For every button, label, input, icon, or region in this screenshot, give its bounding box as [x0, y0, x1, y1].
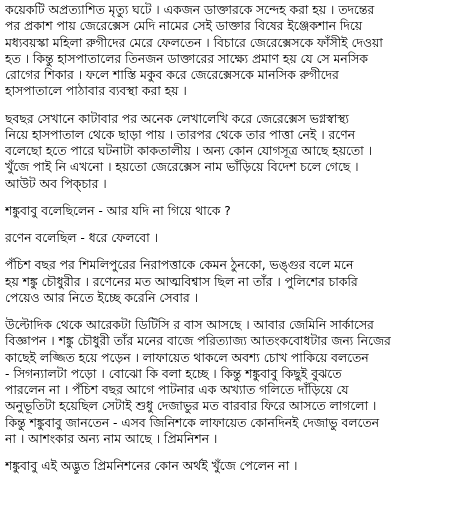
text-line: পারলেন না । পঁচিশ বছর আগে পাটনার এক অখ্যাত গলিতে দাঁড়িয়ে যে — [5, 383, 349, 397]
paragraph-gap — [5, 192, 450, 203]
text-line: কিন্তু শঙ্কুবাবু জানতেন - এসব জিনিশকে লাফায়েত কোনদিনই দেজাভু বলতেন — [5, 415, 379, 430]
text-line: পেয়েও আর নিতে ইচ্ছে করেনি সেবার । — [5, 290, 198, 305]
text-line: বলেছো হতে পারে ঘটনাটা কাকতালীয় । অন্য কোন যোগসূত্র আছে হয়তো । — [5, 144, 372, 158]
paragraph-gap — [5, 246, 450, 257]
paragraph-7 — [5, 458, 450, 474]
paragraph-1 — [5, 2, 450, 100]
paragraph-gap — [5, 447, 450, 458]
text-line: উল্টোদিক থেকে আরেকটা ডিটিসি র বাস আসছে । আবার জেমিনি সার্কাসের — [5, 318, 374, 332]
text-line: না । আশংকার অন্য নাম আছে । প্রিমনিশন । — [5, 431, 218, 446]
paragraph-4 — [5, 230, 450, 246]
paragraph-2 — [5, 111, 450, 192]
text-line: মধ্যবয়স্কা মহিলা রুগীদের মেরে ফেলতেন । বিচারে জেরেক্সেসকে ফাঁসীই দেওয়া — [5, 35, 383, 50]
text-line: কাছেই লজ্জিত হয়ে পড়েন । লাফায়েত থাকলে অবশ্য চোখ পাকিয়ে বলতেন — [5, 350, 369, 365]
text-line: পঁচিশ বছর পর শিমলিপুরের নিরাপত্তাকে কেমন ঠুনকো, ভঙ্গুর বলে মনে — [5, 258, 354, 273]
text-line: আউট অব পিক্চার । — [5, 176, 107, 191]
text-line: রোগের শিকার । ফলে শাস্তি মকুব করে জেরেক্সেসকে মানসিক রুগীদের — [5, 68, 339, 82]
text-line: হত । কিন্তু হাসপাতালের তিনজন ডাক্তারের সাক্ষ্যে প্রমাণ হয় যে সে মনসিক — [5, 51, 368, 66]
text-line: খুঁজে পাই নি এখনো । হয়তো জেরেক্সেস নাম ভাঁড়িয়ে বিদেশ চলে গেছে । — [5, 160, 359, 175]
text-line: বিজ্ঞাপন । শঙ্কু চৌধুরী তাঁর মনের বাজে পরিত্যাজ্য আতংকবোধটার জন্য নিজের — [5, 334, 391, 349]
text-line: কয়েকটি অপ্রত্যাশিত মৃত্যু ঘটে । একজন ডাক্তারকে সন্দেহ করা হয় । তদন্তের — [5, 3, 375, 17]
text-line: ছবছর সেখানে কাটাবার পর অনেক লেখালেখি করে জেরেক্সেস ভগ্নস্বাস্থ্য — [5, 111, 349, 126]
text-line: অনুভূতিটা হয়েছিল সেটাই শুধু দেজাভুর মত বারবার ফিরে আসতে লাগলো । — [5, 399, 377, 414]
paragraph-gap — [5, 306, 450, 317]
paragraph-6 — [5, 317, 450, 447]
paragraph-5 — [5, 257, 450, 306]
text-line: - সিগন্যালটা পড়ো । বোঝো কি বলা হচ্ছে । কিন্তু শঙ্কুবাবু কিছুই বুঝতে — [5, 366, 342, 381]
text-line: নিয়ে হাসপাতাল থেকে ছাড়া পায় । তারপর থেকে তার পাত্তা নেই । রণেন — [5, 127, 355, 142]
text-line: হাসপাতালে পাঠাবার ব্যবস্থা করা হয় । — [5, 84, 187, 99]
text-line: শঙ্কুবাবু এই অদ্ভুত প্রিমনিশনের কোন অর্থই খুঁজে পেলেন না । — [5, 459, 298, 473]
text-line: রণেন বলেছিল - ধরে ফেলবো । — [5, 231, 159, 245]
paragraph-3 — [5, 203, 450, 219]
text-line: পর প্রকাশ পায় জেরেক্সেস মেদি নামের সেই ডাক্তার বিষের ইঞ্জেকশান দিয়ে — [5, 19, 363, 34]
text-line: হয় শঙ্কু চৌধুরীর । রণেনের মত আত্মবিশ্বাস ছিল না তাঁর । পুলিশের চাকরি — [5, 274, 358, 289]
paragraph-gap — [5, 100, 450, 111]
paragraph-gap — [5, 219, 450, 230]
text-line: শঙ্কুবাবু বলেছিলেন - আর যদি না গিয়ে থাকে ? — [5, 203, 231, 218]
